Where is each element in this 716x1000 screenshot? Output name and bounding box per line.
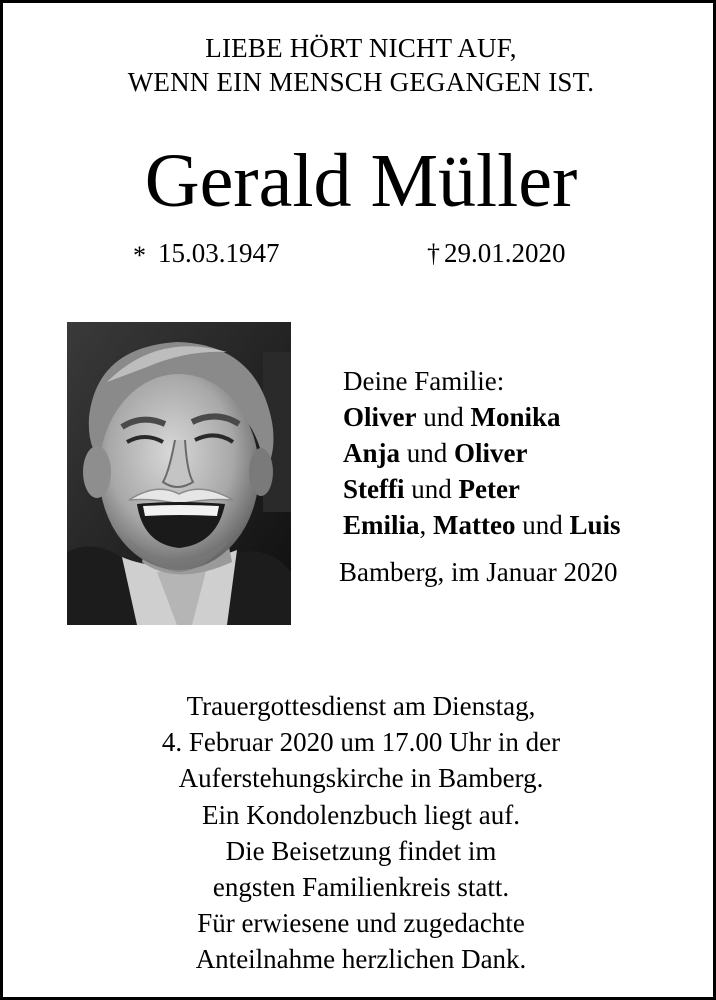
family-row <box>343 435 621 471</box>
death-cross-icon: † <box>427 239 440 268</box>
family-connector: und <box>400 438 455 468</box>
family-connector: und <box>416 402 471 432</box>
service-line: Die Beisetzung findet im <box>225 835 497 866</box>
family-member: Peter <box>458 474 520 504</box>
family-member: Anja <box>343 438 401 468</box>
family-member: Luis <box>569 510 621 540</box>
birth-date-block <box>133 235 280 272</box>
birth-star-icon: * <box>133 241 146 270</box>
death-date: 29.01.2020 <box>444 238 566 268</box>
family-connector: und <box>515 510 570 540</box>
place-and-date: Bamberg, im Januar 2020 <box>339 557 618 587</box>
family-row <box>343 471 621 507</box>
family-member: Oliver <box>454 438 528 468</box>
portrait-photo <box>67 322 291 625</box>
service-line: Ein Kondolenzbuch liegt auf. <box>202 799 520 830</box>
family-member: Monika <box>470 402 561 432</box>
portrait-image <box>67 322 291 625</box>
service-line: Auferstehungskirche in Bamberg. <box>178 763 544 794</box>
family-member: Matteo <box>433 510 516 540</box>
motto-line-1: LIEBE HÖRT NICHT AUF, <box>205 33 517 63</box>
death-date-block <box>427 235 566 272</box>
service-info <box>3 688 716 978</box>
motto-line-2: WENN EIN MENSCH GEGANGEN IST. <box>127 67 595 97</box>
family-member: Oliver <box>343 402 417 432</box>
service-line: Für erwiesene und zugedachte <box>197 908 525 939</box>
service-line: 4. Februar 2020 um 17.00 Uhr in der <box>161 727 561 758</box>
family-member: Steffi <box>343 474 405 504</box>
service-line: Trauergottesdienst am Dienstag, <box>186 691 536 721</box>
deceased-name: Gerald Müller <box>144 139 578 223</box>
service-line: Anteilnahme herzlichen Dank. <box>195 944 527 975</box>
family-row <box>343 507 621 543</box>
family-list <box>343 363 621 543</box>
family-member: Emilia <box>343 510 420 540</box>
family-connector: und <box>404 474 459 504</box>
service-line: engsten Familienkreis statt. <box>212 872 510 903</box>
family-row <box>343 399 621 435</box>
family-connector: , <box>419 510 434 540</box>
family-intro: Deine Familie: <box>343 366 505 396</box>
birth-date: 15.03.1947 <box>158 238 280 268</box>
